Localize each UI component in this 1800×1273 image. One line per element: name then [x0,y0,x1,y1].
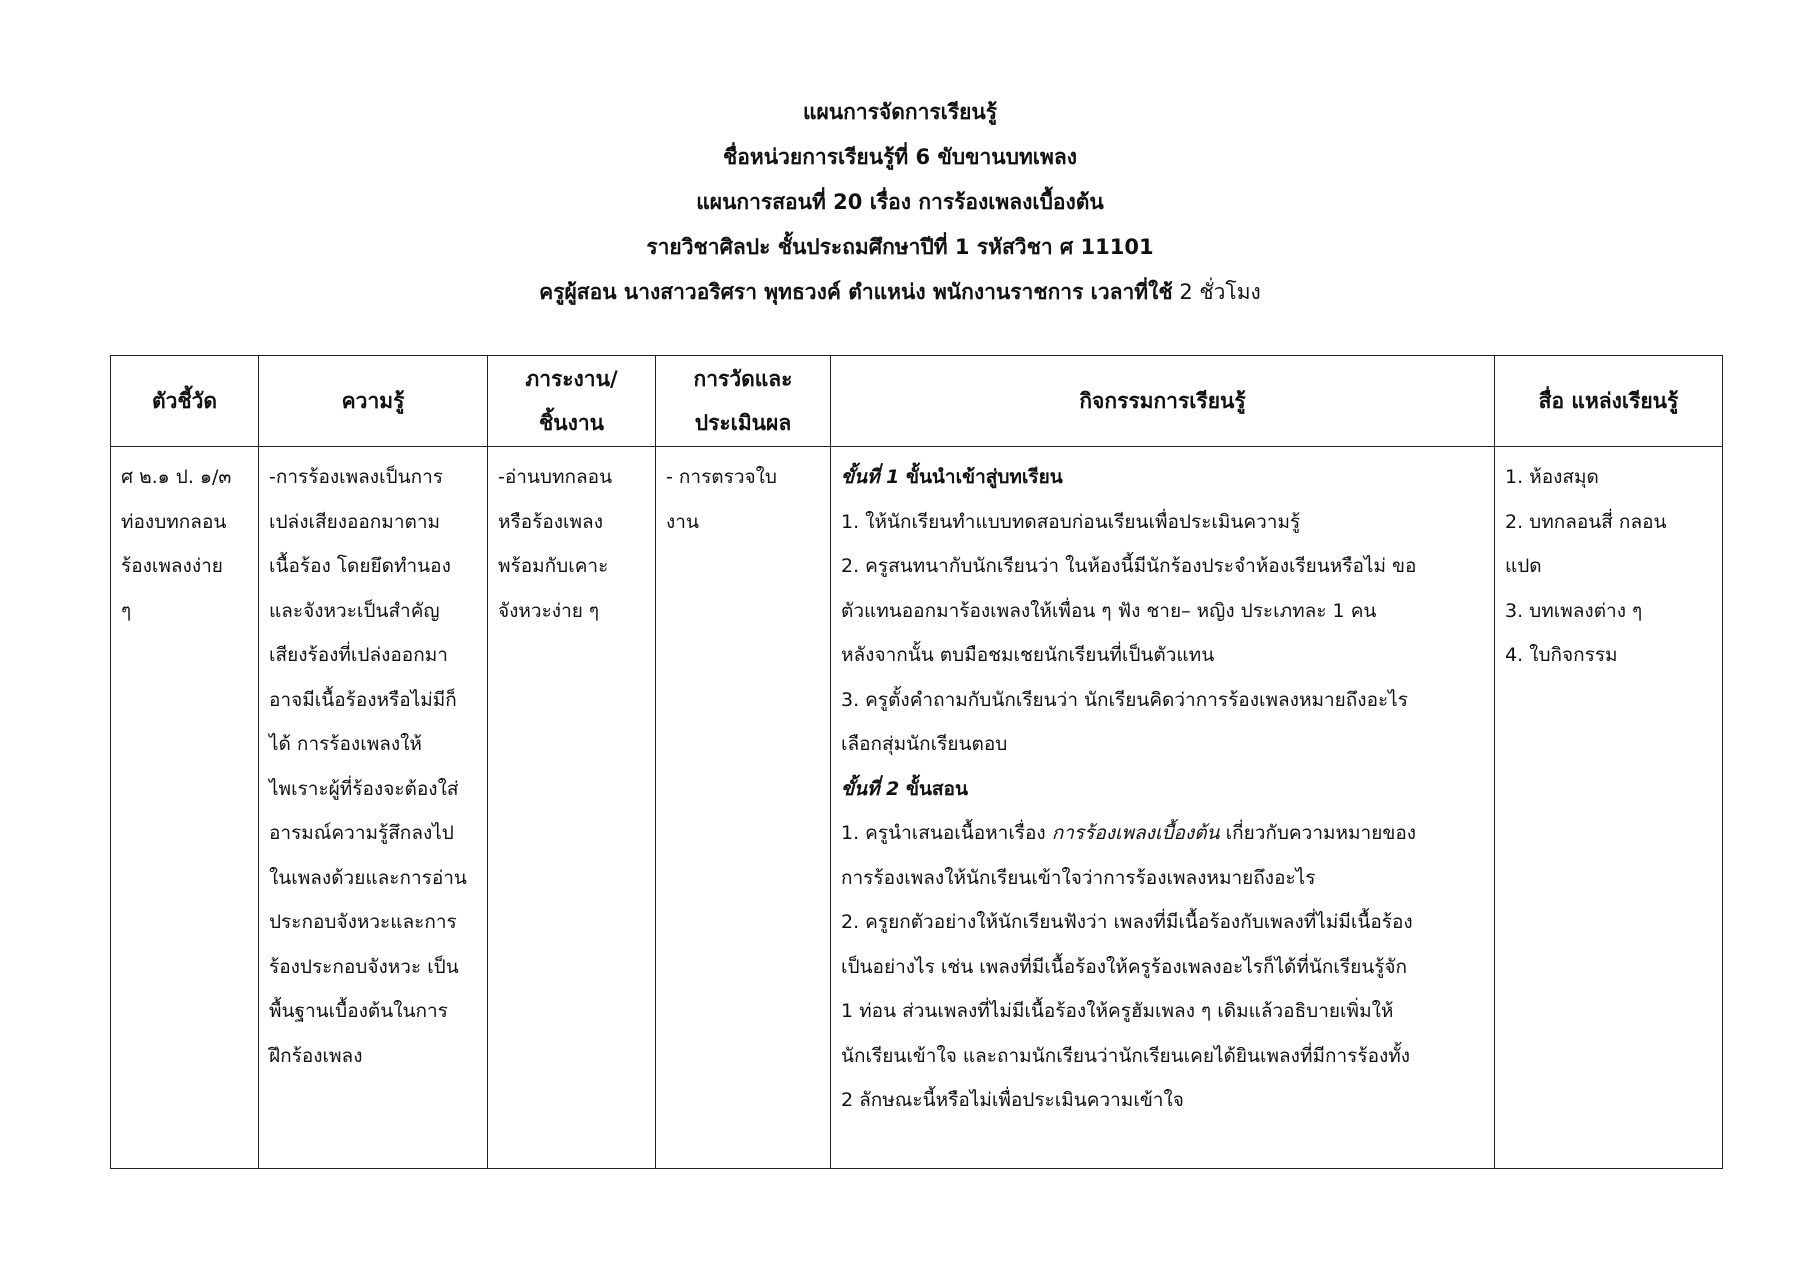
task-line: พร้อมกับเคาะ [498,555,609,577]
duration-text: 2 ชั่วโมง [1172,280,1261,304]
indicator-cell [111,447,259,1169]
header-task [488,356,656,447]
activity-line: ตัวแทนออกมาร้องเพลงให้เพื่อน ๆ ฟัง ชาย– หญิง ประเภทละ 1 คน [841,599,1377,622]
lesson-topic-italic: การร้องเพลงเบื้องต้น [1051,822,1220,844]
assessment-cell [656,447,831,1169]
media-line: 3. บทเพลงต่าง ๆ [1505,599,1643,622]
media-line: 4. ใบกิจกรรม [1505,644,1618,666]
step2-heading [841,767,1484,812]
activity-line: 1. ให้นักเรียนทำแบบทดสอบก่อนเรียนเพื่อประเมินความรู้ [841,510,1301,533]
header-assessment-line: ประเมินผล [694,411,792,435]
assessment-line: งาน [666,510,699,533]
task-line: จังหวะง่าย ๆ [498,599,600,622]
document-title: แผนการจัดการเรียนรู้ [802,100,998,124]
activity-line: การร้องเพลงให้นักเรียนเข้าใจว่าการร้องเพลงหมายถึงอะไร [841,866,1316,889]
step2-title: ขั้นสอน [899,777,968,800]
assessment-line: - การตรวจใบ [666,466,777,488]
task-line: หรือร้องเพลง [498,510,603,533]
activity-line: เป็นอย่างไร เช่น เพลงที่มีเนื้อร้องให้ครูร้องเพลงอะไรก็ได้ที่นักเรียนรู้จัก [841,955,1408,978]
media-line: แปด [1505,555,1542,577]
step1-label: ขั้นที่ 1 [841,466,900,488]
header-media: สื่อ แหล่งเรียนรู้ [1495,356,1723,447]
activity-line: หลังจากนั้น ตบมือชมเชยนักเรียนที่เป็นตัวแทน [841,644,1215,666]
knowledge-line: -การร้องเพลงเป็นการ [269,466,443,488]
header-assessment-line: การวัดและ [693,367,793,391]
header-indicator: ตัวชี้วัด [111,356,259,447]
indicator-line: ท่องบทกลอน [121,510,227,533]
step1-heading [841,455,1484,500]
activity-line: 2. ครูสนทนากับนักเรียนว่า ในห้องนี้มีนักร้องประจำห้องเรียนหรือไม่ ขอ [841,555,1417,577]
subject-info: รายวิชาศิลปะ ชั้นประถมศึกษาปีที่ 1 รหัสวิชา ศ 11101 [646,235,1154,259]
knowledge-line: เปล่งเสียงออกมาตาม [269,510,441,533]
activity-line: 1 ท่อน ส่วนเพลงที่ไม่มีเนื้อร้องให้ครูฮัมเพลง ๆ เดิมแล้วอธิบายเพิ่มให้ [841,1000,1394,1022]
document-header [0,90,1800,315]
header-task-line: ภาระงาน/ [525,367,618,391]
activity-line: 3. ครูตั้งคำถามกับนักเรียนว่า นักเรียนคิดว่าการร้องเพลงหมายถึงอะไร [841,688,1408,711]
knowledge-line: ฝึกร้องเพลง [269,1044,363,1067]
knowledge-line: ในเพลงด้วยและการอ่าน [269,866,467,889]
step1-title: ขั้นนำเข้าสู่บทเรียน [899,466,1063,488]
activity-line: นักเรียนเข้าใจ และถามนักเรียนว่านักเรียนเคยได้ยินเพลงที่มีการร้องทั้ง [841,1044,1411,1067]
media-line: 2. บทกลอนสี่ กลอน [1505,510,1667,533]
knowledge-line: พื้นฐานเบื้องต้นในการ [269,1000,448,1022]
knowledge-line: ได้ การร้องเพลงให้ [269,733,422,755]
activity-line: เลือกสุ่มนักเรียนตอบ [841,733,1008,755]
knowledge-line: อารมณ์ความรู้สึกลงไป [269,822,454,844]
teacher-info-text: ครูผู้สอน นางสาวอริศรา พุทธวงค์ ตำแหน่ง พนักงานราชการ เวลาที่ใช้ [539,280,1173,304]
indicator-line: ร้องเพลงง่าย [121,555,223,577]
task-cell [488,447,656,1169]
lesson-plan-title: แผนการสอนที่ 20 เรื่อง การร้องเพลงเบื้องต้น [696,190,1104,214]
knowledge-line: เสียงร้องที่เปล่งออกมา [269,644,448,666]
knowledge-line: อาจมีเนื้อร้องหรือไม่มีก็ [269,688,457,711]
activity-line: 2. ครูยกตัวอย่างให้นักเรียนฟังว่า เพลงที่มีเนื้อร้องกับเพลงที่ไม่มีเนื้อร้อง [841,911,1413,933]
step2-label: ขั้นที่ 2 [841,777,900,800]
activity-text: 1. ครูนำเสนอเนื้อหาเรื่อง [841,822,1052,844]
activity-line [841,811,1484,856]
activity-line: 2 ลักษณะนี้หรือไม่เพื่อประเมินความเข้าใจ [841,1089,1184,1111]
indicator-line: ๆ [121,599,132,622]
header-knowledge: ความรู้ [259,356,488,447]
knowledge-line: ร้องประกอบจังหวะ เป็น [269,955,459,978]
header-assessment [656,356,831,447]
table-header-row [111,356,1723,447]
table-row [111,447,1723,1169]
header-task-line: ชิ้นงาน [538,411,604,435]
unit-name: ชื่อหน่วยการเรียนรู้ที่ 6 ขับขานบทเพลง [723,145,1077,169]
indicator-line: ศ ๒.๑ ป. ๑/๓ [121,466,232,488]
lesson-plan-table [110,355,1723,1169]
media-line: 1. ห้องสมุด [1505,466,1599,488]
media-cell [1495,447,1723,1169]
header-activities: กิจกรรมการเรียนรู้ [831,356,1495,447]
knowledge-cell [259,447,488,1169]
teacher-info [0,270,1800,315]
knowledge-line: และจังหวะเป็นสำคัญ [269,599,440,622]
knowledge-line: เนื้อร้อง โดยยึดทำนอง [269,555,451,577]
knowledge-line: ประกอบจังหวะและการ [269,911,457,933]
knowledge-line: ไพเราะผู้ที่ร้องจะต้องใส่ [269,777,459,800]
activities-cell [831,447,1495,1169]
task-line: -อ่านบทกลอน [498,466,613,488]
activity-text: เกี่ยวกับความหมายของ [1219,822,1417,844]
